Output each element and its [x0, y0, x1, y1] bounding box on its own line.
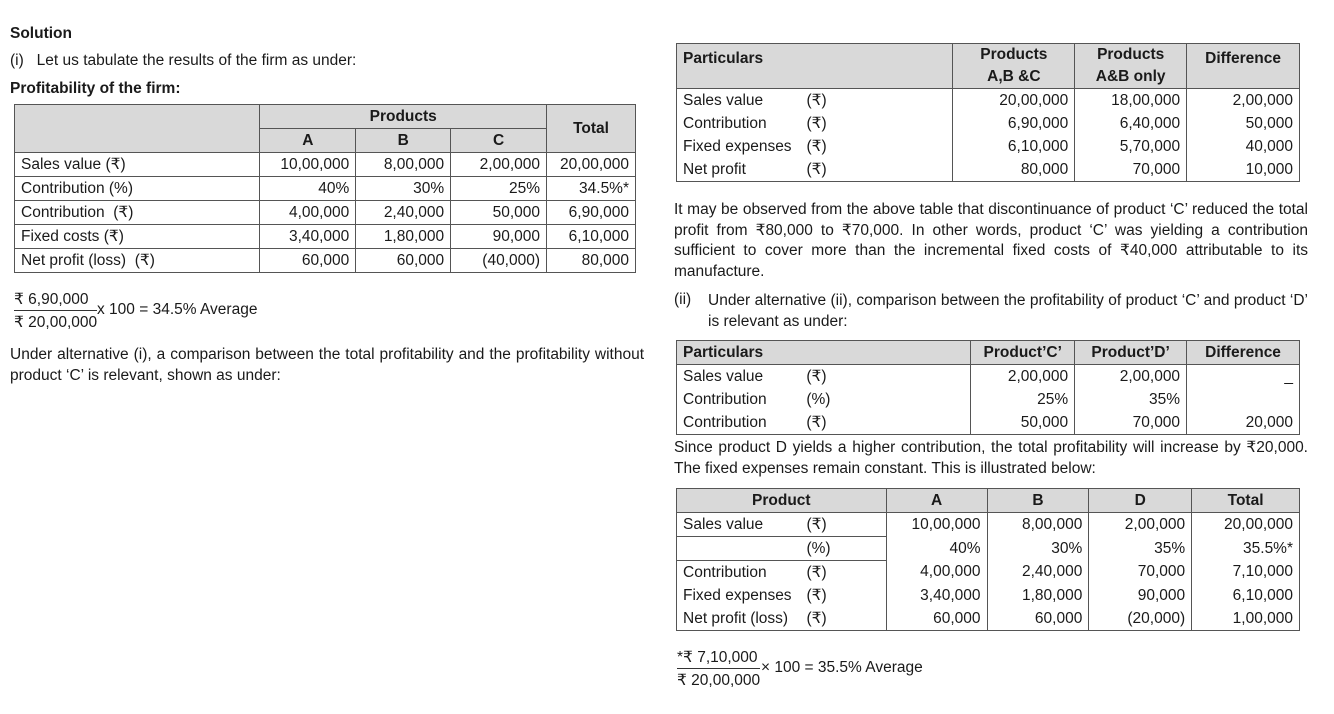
item-ii-text: Under alternative (ii), comparison between the profitability of product ‘C’ and product ‘D’ is relevant as under: [708, 292, 1308, 330]
cell-value: 20,00,000 [953, 89, 1075, 113]
table-row [677, 112, 1300, 135]
product-d-paragraph: Since product D yields a higher contribution, the total profitability will increase by ₹20,000. The fixed expenses remain constant. This is illustrated below: [674, 439, 1308, 477]
cell-value: 40% [260, 177, 356, 201]
cell-value: 2,00,000 [451, 153, 547, 177]
cell-value: 40,000 [1187, 135, 1300, 158]
cell-value: 90,000 [451, 225, 547, 249]
row-unit: (₹) [800, 365, 970, 389]
cell-value: 35.5%* [1192, 537, 1300, 561]
cell-value: 10,00,000 [886, 513, 987, 537]
table1-col-header: C [451, 129, 547, 153]
header-line: Products [1097, 46, 1165, 63]
difference-header: Difference [1187, 44, 1300, 89]
row-unit: (₹) [800, 158, 952, 182]
cell-value: 10,00,000 [260, 153, 356, 177]
cell-value: (20,000) [1089, 607, 1192, 631]
col-header: D [1089, 489, 1192, 513]
cell-value: 60,000 [356, 249, 451, 273]
cell-value: 50,000 [971, 411, 1075, 435]
formula-result: x 100 = 34.5% Average [97, 301, 258, 318]
table-row [15, 249, 636, 273]
row-label: Contribution (%) [15, 177, 260, 201]
cell-value: 2,00,000 [1187, 89, 1300, 113]
cell-value: 2,00,000 [1089, 513, 1192, 537]
formula-denominator: ₹ 20,00,000 [14, 314, 98, 331]
cell-value: 1,80,000 [987, 584, 1089, 607]
cell-value: 25% [451, 177, 547, 201]
cell-value: 60,000 [987, 607, 1089, 631]
formula-denominator: ₹ 20,00,000 [677, 672, 761, 689]
row-unit: (%) [800, 388, 970, 411]
cell-value: 7,10,000 [1192, 561, 1300, 585]
profitability-subheading: Profitability of the firm: [10, 80, 181, 97]
cell-value: 6,90,000 [547, 201, 636, 225]
table1-products-header: Products [260, 105, 547, 129]
row-label: Net profit [677, 158, 801, 182]
table-row [15, 225, 636, 249]
cell-value: 80,000 [953, 158, 1075, 182]
product-header: Product [677, 489, 887, 513]
cell-value: 4,00,000 [260, 201, 356, 225]
row-unit: (₹) [800, 607, 886, 631]
cell-value: 50,000 [1187, 112, 1300, 135]
row-unit: (₹) [800, 112, 952, 135]
table1-total-header: Total [547, 105, 636, 153]
table-row [677, 388, 1300, 411]
particulars-header: Particulars [677, 341, 971, 365]
product-c-d-table [676, 340, 1300, 435]
cell-value: 2,40,000 [987, 561, 1089, 585]
row-label [677, 537, 801, 561]
row-label: Sales value (₹) [15, 153, 260, 177]
formula-average-34 [14, 290, 97, 332]
cell-value: 60,000 [886, 607, 987, 631]
table1-corner-cell [15, 105, 260, 153]
cell-value: 18,00,000 [1075, 89, 1187, 113]
row-label: Sales value [677, 365, 801, 389]
table-row [15, 153, 636, 177]
cell-value: 5,70,000 [1075, 135, 1187, 158]
comparison-table-abc [676, 43, 1300, 182]
formula-average-35 [677, 648, 760, 690]
cell-value: 8,00,000 [356, 153, 451, 177]
table1-col-header: A [260, 129, 356, 153]
table-row [677, 561, 1300, 585]
row-label: Contribution [677, 411, 801, 435]
total-header: Total [1192, 489, 1300, 513]
cell-value: 40% [886, 537, 987, 561]
cell-value: 2,00,000 [971, 365, 1075, 389]
row-unit: (₹) [800, 513, 886, 537]
col-header: A [886, 489, 987, 513]
row-unit: (%) [800, 537, 886, 561]
row-label: Net profit (loss) (₹) [15, 249, 260, 273]
product-d-header: Product’D’ [1075, 341, 1187, 365]
table-row [677, 607, 1300, 631]
cell-value: 20,00,000 [1192, 513, 1300, 537]
cell-value: 6,10,000 [1192, 584, 1300, 607]
formula-numerator: *₹ 7,10,000 [677, 648, 760, 669]
cell-value: 4,00,000 [886, 561, 987, 585]
cell-value: 20,00,000 [547, 153, 636, 177]
difference-header: Difference [1187, 341, 1300, 365]
table-row [677, 89, 1300, 113]
row-label: Sales value [677, 89, 801, 113]
cell-value: 35% [1089, 537, 1192, 561]
cell-value: 90,000 [1089, 584, 1192, 607]
cell-value: 60,000 [260, 249, 356, 273]
row-unit: (₹) [800, 561, 886, 585]
item-ii-number: (ii) [674, 291, 692, 308]
cell-value: (40,000) [451, 249, 547, 273]
cell-value: 6,40,000 [1075, 112, 1187, 135]
table-row [677, 584, 1300, 607]
row-label: Contribution [677, 561, 801, 585]
cell-value: 8,00,000 [987, 513, 1089, 537]
intro-text: (i) Let us tabulate the results of the firm as under: [10, 52, 357, 69]
formula-numerator: ₹ 6,90,000 [14, 290, 97, 311]
solution-heading: Solution [10, 25, 72, 42]
cell-value: 50,000 [451, 201, 547, 225]
row-label: Fixed expenses [677, 135, 801, 158]
cell-value: 1,00,000 [1192, 607, 1300, 631]
product-c-header: Product’C’ [971, 341, 1075, 365]
formula-result: × 100 = 35.5% Average [761, 659, 923, 676]
table-row [677, 158, 1300, 182]
row-label: Fixed costs (₹) [15, 225, 260, 249]
illustration-table [676, 488, 1300, 631]
cell-value: 25% [971, 388, 1075, 411]
table-row [677, 135, 1300, 158]
cell-value: 6,10,000 [953, 135, 1075, 158]
header-line: Products [980, 46, 1048, 63]
table-row [677, 365, 1300, 389]
firm-profitability-table [14, 104, 636, 273]
row-unit: (₹) [800, 135, 952, 158]
cell-value: 6,90,000 [953, 112, 1075, 135]
table-row [677, 513, 1300, 537]
table1-col-header: B [356, 129, 451, 153]
table-row [677, 537, 1300, 561]
header-line: A&B only [1095, 68, 1166, 85]
cell-value: 70,000 [1075, 158, 1187, 182]
cell-value: _ [1187, 365, 1300, 389]
cell-value: 30% [356, 177, 451, 201]
row-label: Contribution (₹) [15, 201, 260, 225]
products-abc-header [953, 44, 1075, 89]
row-label: Sales value [677, 513, 801, 537]
cell-value: 2,40,000 [356, 201, 451, 225]
table-row [15, 201, 636, 225]
row-label: Contribution [677, 388, 801, 411]
row-label: Fixed expenses [677, 584, 801, 607]
row-label: Net profit (loss) [677, 607, 801, 631]
cell-value: 30% [987, 537, 1089, 561]
cell-value: 35% [1075, 388, 1187, 411]
row-label: Contribution [677, 112, 801, 135]
cell-value: 80,000 [547, 249, 636, 273]
header-line: A,B &C [987, 68, 1041, 85]
cell-value: 1,80,000 [356, 225, 451, 249]
discontinuance-paragraph: It may be observed from the above table that discontinuance of product ‘C’ reduced the total profit from ₹80,000 to ₹70,000. In other words, product ‘C’ was yielding a contribution sufficient to cover more than the incremental fixed costs of ₹40,000 attributable to its manufacture. [674, 201, 1308, 280]
cell-value: 70,000 [1089, 561, 1192, 585]
cell-value [1187, 388, 1300, 411]
table-row [677, 411, 1300, 435]
cell-value: 20,000 [1187, 411, 1300, 435]
particulars-header: Particulars [677, 44, 953, 89]
cell-value: 3,40,000 [886, 584, 987, 607]
cell-value: 2,00,000 [1075, 365, 1187, 389]
col-header: B [987, 489, 1089, 513]
cell-value: 3,40,000 [260, 225, 356, 249]
row-unit: (₹) [800, 89, 952, 113]
products-ab-header [1075, 44, 1187, 89]
cell-value: 10,000 [1187, 158, 1300, 182]
cell-value: 34.5%* [547, 177, 636, 201]
alternative-i-paragraph: Under alternative (i), a comparison between the total profitability and the profitability without product ‘C’ is relevant, shown as under: [10, 346, 644, 384]
row-unit: (₹) [800, 584, 886, 607]
table-row [15, 177, 636, 201]
row-unit: (₹) [800, 411, 970, 435]
cell-value: 70,000 [1075, 411, 1187, 435]
cell-value: 6,10,000 [547, 225, 636, 249]
